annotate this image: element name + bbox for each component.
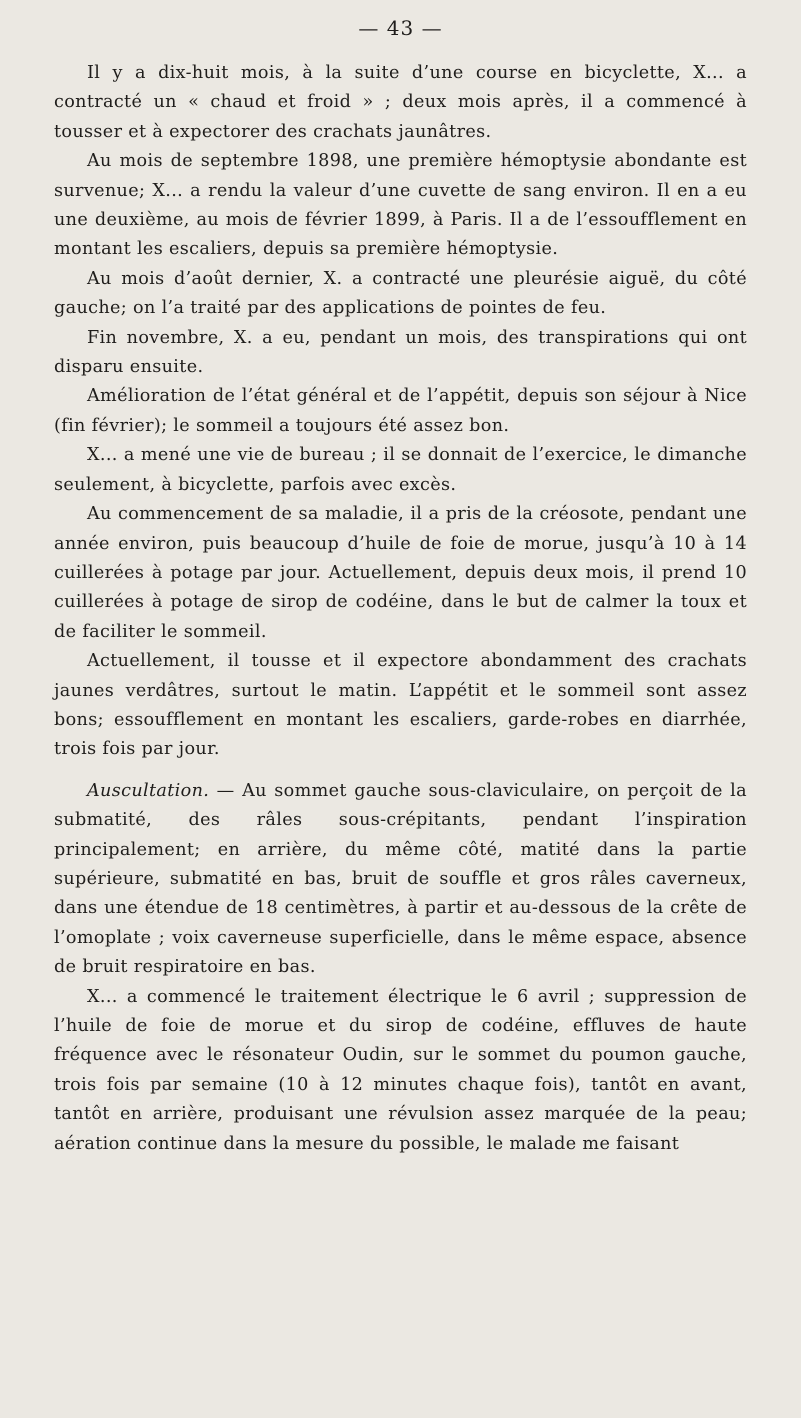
paragraph-auscultation: [54, 777, 747, 983]
page-number: — 43 —: [358, 16, 443, 40]
paragraph-improvement: Amélioration de l’état général et de l’appétit, depuis son séjour à Nice (fin février); le sommeil a toujours été assez bon.: [54, 386, 747, 436]
paragraph-bicycle-illness: Il y a dix-huit mois, à la suite d’une course en bicyclette, X... a contracté un « chaud et froid » ; deux mois après, il a commencé à tousser et à expectorer des crachats jaunâtres.: [54, 63, 747, 142]
paragraph-night-sweats: Fin novembre, X. a eu, pendant un mois, des transpirations qui ont disparu ensuite.: [54, 327, 747, 378]
auscultation-text: — Au sommet gauche sous-claviculaire, on perçoit de la submatité, des râles sous-crépitants, pendant l’inspiration principalement; en arrière, du même côté, matité dans la partie supérieure, submatité en bas, bruit de souffle et gros râles caverneux, dans une étendue de 18 centimètres, à partir et au-dessous de la crête de l’omoplate ; voix caverneuse superficielle, dans le même espace, absence de bruit respiratoire en bas.: [54, 780, 747, 978]
paragraph-first-hemoptysis: Au mois de septembre 1898, une première hémoptysie abondante est survenue; X... a rendu la valeur d’une cuvette de sang environ. Il en a eu une deuxième, au mois de février 1899, à Paris. Il a de l’essoufflement en montant les escaliers, depuis sa première hémoptysie.: [54, 151, 747, 260]
auscultation-heading: Auscultation.: [87, 780, 210, 801]
paragraph-pleurisy: Au mois d’août dernier, X. a contracté une pleurésie aiguë, du côté gauche; on l’a traité par des applications de pointes de feu.: [54, 268, 747, 319]
paragraph-lifestyle: X... a mené une vie de bureau ; il se donnait de l’exercice, le dimanche seulement, à bicyclette, parfois avec excès.: [54, 445, 747, 495]
body-text: [54, 59, 747, 1159]
paragraph-medication: Au commencement de sa maladie, il a pris de la créosote, pendant une année environ, puis beaucoup d’huile de foie de morue, jusqu’à 10 à 14 cuillerées à potage par jour. Actuellement, depuis deux mois, il prend 10 cuillerées à potage de sirop de codéine, dans le but de calmer la toux et de faciliter le sommeil.: [54, 504, 747, 642]
paragraph-current-state: Actuellement, il tousse et il expectore abondamment des crachats jaunes verdâtres, surtout le matin. L’appétit et le sommeil sont assez bons; essoufflement en montant les escaliers, garde-robes en diarrhée, trois fois par jour.: [54, 651, 747, 760]
paragraph-treatment: X... a commencé le traitement électrique le 6 avril ; suppression de l’huile de foie de morue et du sirop de codéine, effluves de haute fréquence avec le résonateur Oudin, sur le sommet du poumon gauche, trois fois par semaine (10 à 12 minutes chaque fois), tantôt en avant, tantôt en arrière, produisant une révulsion assez marquée de la peau; aération continue dans la mesure du possible, le malade me faisant: [54, 986, 747, 1154]
